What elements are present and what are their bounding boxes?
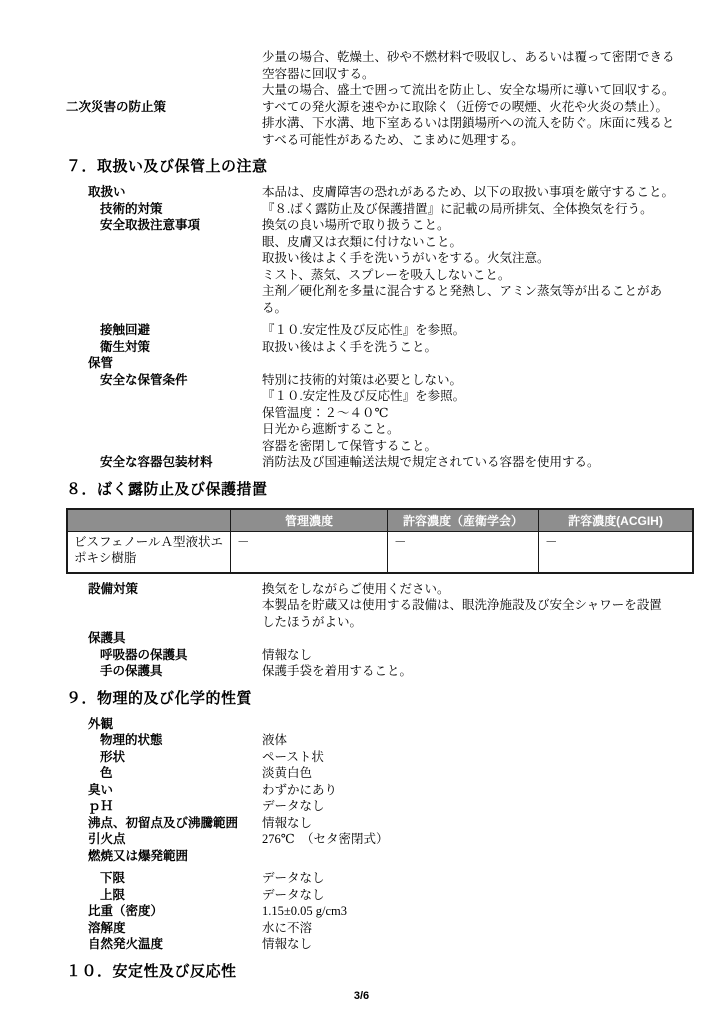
column-header: 許容濃度(ACGIH) bbox=[539, 509, 694, 532]
field-label: 設備対策 bbox=[88, 581, 139, 596]
text-row bbox=[0, 936, 723, 953]
text-row bbox=[0, 322, 723, 339]
field-label: 技術的対策 bbox=[100, 201, 163, 216]
field-value: したほうがよい。 bbox=[262, 614, 363, 629]
field-value: 『１０.安定性及び反応性』を参照。 bbox=[262, 323, 466, 337]
field-label: 比重（密度） bbox=[88, 904, 164, 918]
limit-value-cell: － bbox=[231, 531, 388, 573]
field-value: 眼、皮膚又は衣類に付けないこと。 bbox=[262, 234, 463, 249]
text-row bbox=[0, 372, 723, 389]
text-row bbox=[0, 184, 723, 201]
field-label: 物理的状態 bbox=[100, 733, 163, 747]
field-label: 自然発火温度 bbox=[88, 937, 164, 951]
field-value: 保管温度：２～４０℃ bbox=[262, 405, 389, 420]
text-row bbox=[0, 99, 723, 116]
field-value: 空容器に回収する。 bbox=[262, 66, 375, 81]
text-row bbox=[0, 217, 723, 234]
page-number: 3/6 bbox=[353, 990, 370, 1002]
field-label: 外観 bbox=[88, 716, 114, 731]
field-label: 二次災害の防止策 bbox=[66, 99, 167, 114]
text-row bbox=[0, 267, 723, 284]
field-value: 換気の良い場所で取り扱うこと。 bbox=[262, 218, 450, 232]
field-value: データなし bbox=[262, 871, 325, 885]
field-value: 276℃ （セタ密閉式） bbox=[262, 832, 389, 846]
field-label: 接触回避 bbox=[100, 323, 151, 337]
field-label: 保管 bbox=[88, 356, 114, 370]
text-row bbox=[0, 438, 723, 455]
field-value: ペースト状 bbox=[262, 749, 324, 764]
field-label: 呼吸器の保護具 bbox=[100, 647, 188, 662]
text-row bbox=[0, 749, 723, 766]
field-label: ｐＨ bbox=[88, 799, 114, 813]
text-row bbox=[0, 663, 723, 680]
field-label: 衛生対策 bbox=[100, 339, 151, 354]
text-row bbox=[0, 597, 723, 614]
text-row bbox=[0, 920, 723, 937]
field-label: 下限 bbox=[100, 871, 126, 885]
field-label: 形状 bbox=[100, 749, 126, 764]
document-blocks bbox=[0, 49, 723, 982]
field-value: 大量の場合、盛土で囲って流出を防止し、安全な場所に導いて回収する。 bbox=[262, 83, 675, 97]
field-label: 引火点 bbox=[88, 832, 126, 846]
page-footer bbox=[0, 990, 723, 1002]
field-label: 安全な容器包装材料 bbox=[100, 455, 213, 469]
text-row bbox=[0, 82, 723, 99]
substance-name-cell: ビスフェノールＡ型液状エポキシ樹脂 bbox=[67, 531, 231, 573]
text-row bbox=[0, 49, 723, 66]
text-row bbox=[0, 848, 723, 865]
limit-value-cell: － bbox=[539, 531, 694, 573]
field-value: 消防法及び国連輸送法規で規定されている容器を使用する。 bbox=[262, 455, 600, 469]
field-value: 換気をしながらご使用ください。 bbox=[262, 581, 450, 596]
field-value: すべる可能性があるため、こまめに処理する。 bbox=[262, 132, 524, 147]
field-label: 取扱い bbox=[88, 185, 126, 199]
section-heading: １０．安定性及び反応性 bbox=[66, 962, 237, 980]
field-value: 淡黄白色 bbox=[262, 766, 313, 780]
table-row bbox=[67, 531, 693, 573]
text-row bbox=[0, 115, 723, 132]
field-value: 『１０.安定性及び反応性』を参照。 bbox=[262, 389, 466, 403]
text-row bbox=[0, 614, 723, 631]
text-row bbox=[0, 887, 723, 904]
text-row bbox=[0, 250, 723, 267]
field-value: 液体 bbox=[262, 733, 288, 747]
text-row bbox=[0, 815, 723, 832]
field-value: 情報なし bbox=[262, 815, 313, 830]
field-label: 沸点、初留点及び沸騰範囲 bbox=[88, 815, 239, 830]
field-value: 取扱い後はよく手を洗うこと。 bbox=[262, 339, 438, 354]
table-header-row bbox=[67, 509, 693, 532]
field-value: すべての発火源を速やかに取除く（近傍での喫煙、火花や火炎の禁止）。 bbox=[262, 99, 669, 114]
text-row bbox=[0, 66, 723, 83]
field-value: 少量の場合、乾燥土、砂や不燃材料で吸収し、あるいは覆って密閉できる bbox=[262, 50, 675, 64]
field-label: 安全な保管条件 bbox=[100, 372, 188, 387]
field-label: 溶解度 bbox=[88, 920, 126, 935]
field-value: 水に不溶 bbox=[262, 920, 313, 935]
text-row bbox=[0, 405, 723, 422]
field-label: 手の保護具 bbox=[100, 664, 163, 678]
section-heading: ９．物理的及び化学的性質 bbox=[66, 689, 253, 707]
text-row bbox=[0, 132, 723, 149]
field-value: データなし bbox=[262, 887, 325, 902]
text-row bbox=[0, 765, 723, 782]
field-value: ミスト、蒸気、スプレーを吸入しないこと。 bbox=[262, 267, 511, 282]
text-row bbox=[0, 300, 723, 317]
field-label: 上限 bbox=[100, 887, 126, 902]
text-row bbox=[0, 903, 723, 920]
limit-value-cell: － bbox=[388, 531, 539, 573]
field-label: 色 bbox=[100, 766, 113, 780]
text-row bbox=[0, 339, 723, 356]
section-heading: ８．ばく露防止及び保護措置 bbox=[66, 480, 268, 498]
field-value: 保護手袋を着用すること。 bbox=[262, 664, 413, 678]
table-body bbox=[67, 531, 693, 573]
text-row bbox=[0, 388, 723, 405]
field-value: 本製品を貯蔵又は使用する設備は、眼洗浄施設及び安全シャワーを設置 bbox=[262, 598, 662, 612]
text-row bbox=[0, 732, 723, 749]
field-label: 臭い bbox=[88, 782, 114, 797]
field-value: 1.15±0.05 g/cm3 bbox=[262, 904, 347, 918]
text-row bbox=[0, 870, 723, 887]
column-header: 許容濃度（産衛学会） bbox=[388, 509, 539, 532]
field-value: 容器を密閉して保管すること。 bbox=[262, 438, 438, 453]
field-value: データなし bbox=[262, 799, 325, 813]
text-row bbox=[0, 798, 723, 815]
field-value: 特別に技術的対策は必要としない。 bbox=[262, 372, 463, 387]
text-row bbox=[0, 630, 723, 647]
section-heading: ７．取扱い及び保管上の注意 bbox=[66, 158, 268, 175]
text-row bbox=[0, 355, 723, 372]
field-value: 情報なし bbox=[262, 937, 313, 951]
text-row bbox=[0, 782, 723, 799]
field-value: 排水溝、下水溝、地下室あるいは閉鎖場所への流入を防ぐ。床面に残ると bbox=[262, 116, 675, 130]
field-label: 安全取扱注意事項 bbox=[100, 218, 201, 232]
text-row bbox=[0, 421, 723, 438]
field-value: 日光から遮断すること。 bbox=[262, 422, 400, 436]
text-row bbox=[0, 234, 723, 251]
text-row bbox=[0, 716, 723, 733]
field-label: 保護具 bbox=[88, 631, 126, 645]
column-header: 管理濃度 bbox=[231, 509, 388, 532]
field-value: 取扱い後はよく手を洗いうがいをする。火気注意。 bbox=[262, 251, 550, 265]
field-value: わずかにあり bbox=[262, 782, 338, 797]
field-value: る。 bbox=[262, 300, 288, 315]
field-value: 主剤／硬化剤を多量に混合すると発熱し、アミン蒸気等が出ることがあ bbox=[262, 284, 663, 298]
table-header bbox=[67, 509, 693, 532]
column-header bbox=[67, 509, 231, 532]
text-row bbox=[0, 283, 723, 300]
text-row bbox=[0, 454, 723, 471]
text-row bbox=[0, 831, 723, 848]
field-label: 燃焼又は爆発範囲 bbox=[88, 848, 189, 863]
text-row bbox=[0, 647, 723, 664]
text-row bbox=[0, 201, 723, 218]
field-value: 本品は、皮膚障害の恐れがあるため、以下の取扱い事項を厳守すること。 bbox=[262, 185, 675, 199]
exposure-limits-table bbox=[66, 508, 694, 574]
text-row bbox=[0, 581, 723, 598]
field-value: 情報なし bbox=[262, 647, 313, 662]
field-value: 『８.ばく露防止及び保護措置』に記載の局所排気、全体換気を行う。 bbox=[262, 201, 653, 216]
